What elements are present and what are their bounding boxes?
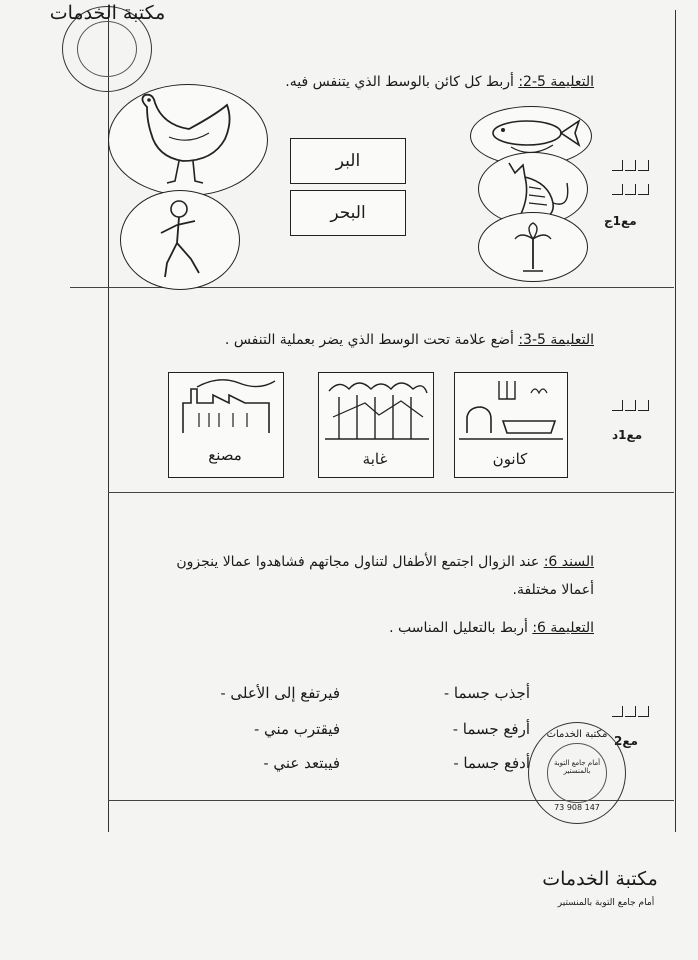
score-boxes-task-6[interactable] (612, 706, 649, 717)
task-53-text: أضع علامة تحت الوسط الذي يضر بعملية التنفس . (224, 332, 514, 348)
word-box-sea[interactable]: البحر (290, 190, 406, 236)
task-52-instruction (285, 74, 594, 90)
section-divider-2 (108, 492, 674, 493)
task-6-text: أربط بالتعليل المناسب . (389, 620, 528, 636)
hen-icon (109, 85, 267, 195)
criterion-label-52: مع1ج (604, 214, 637, 228)
support-6-text: عند الزوال اجتمع الأطفال لتناول مجاتهم فشاهدوا عمالا ينجزون (176, 554, 540, 570)
factory-icon (169, 373, 283, 443)
boy-circle[interactable] (120, 190, 240, 290)
palm-circle[interactable] (478, 212, 588, 282)
task-53-instruction (225, 332, 594, 348)
score-boxes-task-52-b[interactable] (612, 184, 649, 195)
task-6-instruction (389, 620, 594, 636)
support-6-line2: أعمالا مختلفة. (512, 582, 594, 598)
footer-library-name: مكتبة الخدمات (542, 868, 658, 890)
stove-icon (455, 373, 567, 447)
boy-icon (121, 191, 239, 289)
criterion-label-6: مع2 (614, 734, 638, 748)
caption-forest: غابة (362, 450, 388, 468)
task-6-label: التعليمة 6: (532, 620, 594, 636)
library-name-top: مكتبة الخدمات (49, 2, 166, 24)
task-52-text: أربط كل كائن بالوسط الذي يتنفس فيه. (285, 74, 514, 90)
score-boxes-task-52[interactable] (612, 160, 649, 171)
match-right-item-2[interactable]: فيقترب مني - (254, 720, 340, 738)
forest-icon (319, 373, 433, 447)
hen-circle[interactable] (108, 84, 268, 196)
match-right-item-1[interactable]: فيرتفع إلى الأعلى - (220, 684, 340, 702)
caption-stove: كانون (492, 450, 528, 468)
stamp-phone: 73 908 147 (554, 803, 600, 812)
word-box-land[interactable]: البر (290, 138, 406, 184)
match-left-item-3[interactable]: أدفع جسما - (453, 754, 530, 772)
score-boxes-task-53[interactable] (612, 400, 649, 411)
match-left-item-2[interactable]: أرفع جسما - (452, 720, 530, 738)
match-right-item-3[interactable]: فيبتعد عني - (263, 754, 340, 772)
palm-tree-icon (479, 213, 587, 281)
caption-factory: مصنع (208, 446, 242, 464)
task-52-label: التعليمة 5-2: (518, 74, 594, 90)
library-stamp-bottom (528, 722, 626, 824)
match-left-item-1[interactable]: أجذب جسما - (444, 684, 530, 702)
task-53-label: التعليمة 5-3: (518, 332, 594, 348)
support-6-line1 (176, 554, 594, 570)
footer-address: أمام جامع التوبة بالمنستير (557, 898, 655, 908)
stamp-line1: مكتبة الخدمات (546, 729, 608, 740)
stamp-line2: أمام جامع التوبة بالمنستير (553, 759, 601, 775)
support-6-label: السند 6: (543, 554, 594, 570)
criterion-label-53: مع1د (612, 428, 643, 442)
